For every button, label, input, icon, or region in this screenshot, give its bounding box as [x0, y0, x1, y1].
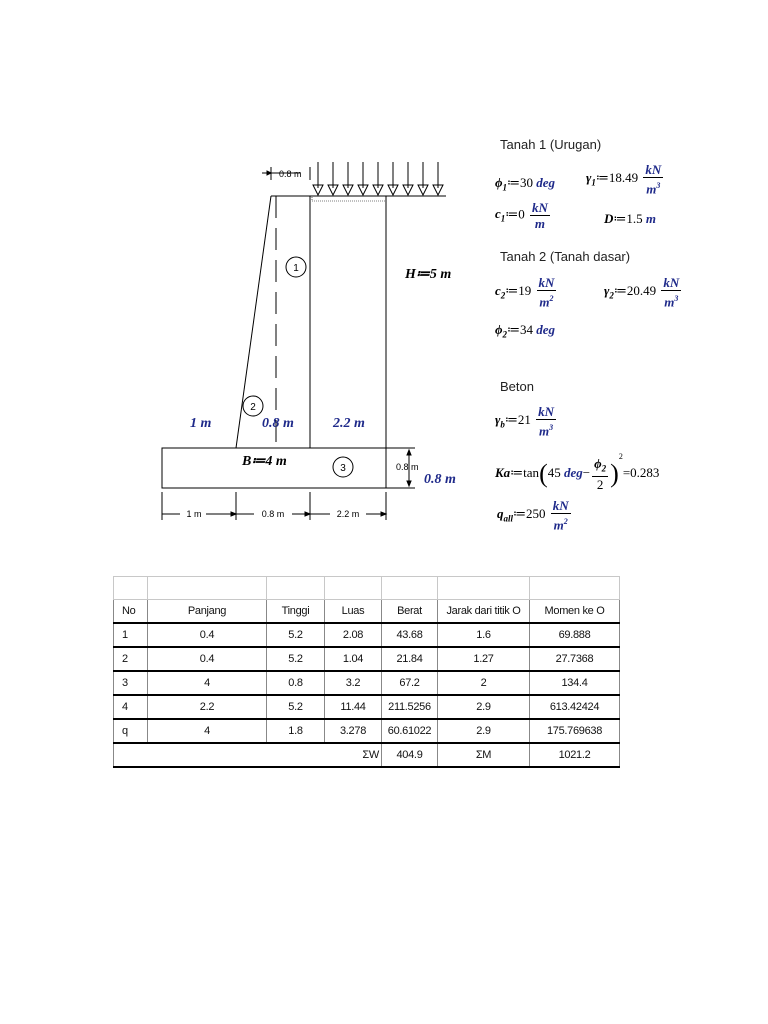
gamma2-value: 20.49 [626, 283, 657, 299]
c2-expression: $c_2≔19$ $\frac{kN}{m^2}$ [495, 275, 555, 310]
gammab-value: 21 [517, 412, 531, 428]
bottom-dim-2: 0.8 m [261, 509, 285, 519]
sum-w-value: 404.9 [382, 743, 438, 767]
weight-moment-table [113, 576, 620, 768]
gamma1-value: 18.49 [608, 170, 639, 186]
table-row: 1 0.4 5.2 2.08 43.68 1.6 69.888 [114, 623, 620, 647]
gammab-expression: $\gamma_b≔21$ $\frac{kN}{m^3}$ [495, 404, 555, 439]
sum-m-value: 1021.2 [530, 743, 620, 767]
ka-value: =0.283 [622, 465, 660, 480]
phi2-value: 34 [520, 322, 534, 337]
header-panjang: Panjang [148, 600, 267, 624]
section-3-label: 3 [340, 463, 346, 474]
qall-expression: $q_{all}≔250$ $\frac{kN}{m^2}$ [497, 498, 569, 533]
ka-expression: Ka≔tan(45 deg− $\frac{\phi_2}{2}$ )$^2$=0.283 [495, 452, 660, 493]
height-label [405, 266, 451, 283]
phi1-expression: $\phi_1≔30$ deg [495, 175, 556, 193]
segment-mid-label: 0.8 m [262, 416, 294, 431]
phi1-value: 30 [520, 175, 534, 190]
d-expression: D≔1.5 m [604, 211, 657, 226]
tanah1-title: Tanah 1 (Urugan) [500, 137, 602, 152]
bottom-dim-1: 1 m [186, 509, 202, 519]
table-sum-row [114, 743, 620, 767]
header-tinggi: Tinggi [267, 600, 325, 624]
d-value: 1.5 [626, 211, 643, 226]
table-row: 2 0.4 5.2 1.04 21.84 1.27 27.7368 [114, 647, 620, 671]
sum-w-label: ΣW [114, 743, 382, 767]
table-row: q 4 1.8 3.278 60.61022 2.9 175.769638 [114, 719, 620, 743]
bottom-dim-3: 2.2 m [336, 509, 360, 519]
header-momen: Momen ke O [530, 600, 620, 624]
segment-right-label: 2.2 m [333, 416, 365, 431]
table-row: 4 2.2 5.2 11.44 211.5256 2.9 613.42424 [114, 695, 620, 719]
c1-value: 0 [518, 206, 525, 222]
table-header-row [114, 600, 620, 624]
table-blank-row [114, 577, 620, 600]
top-dimension-label: 0.8 m [279, 169, 302, 179]
sum-m-label: ΣM [438, 743, 530, 767]
tanah2-title: Tanah 2 (Tanah dasar) [500, 249, 631, 264]
header-jarak: Jarak dari titik O [438, 600, 530, 624]
soil-hatch [312, 196, 386, 201]
gamma1-expression: $\gamma_1≔18.49$ $\frac{kN}{m^3}$ [586, 162, 662, 197]
qall-value: 250 [526, 506, 546, 522]
segment-left-label: 1 m [190, 416, 212, 431]
gamma2-expression: $\gamma_2≔20.49$ $\frac{kN}{m^3}$ [604, 275, 680, 310]
header-no: No [114, 600, 148, 624]
section-2-label: 2 [250, 402, 256, 413]
base-width-label: B≔4 m [242, 454, 287, 469]
table-row: 3 4 0.8 3.2 67.2 2 134.4 [114, 671, 620, 695]
c1-expression: $c_1≔0$ $\frac{kN}{m}$ [495, 200, 548, 231]
phi2-expression: $\phi_2≔34$ deg [495, 322, 556, 340]
header-luas: Luas [325, 600, 382, 624]
surcharge-load [311, 162, 446, 196]
height-value: H≔5 m [405, 267, 452, 282]
base-thickness-big-label: 0.8 m [424, 472, 456, 487]
c2-value: 19 [518, 283, 532, 299]
section-1-label: 1 [293, 263, 299, 274]
header-berat: Berat [382, 600, 438, 624]
beton-title: Beton [500, 379, 534, 394]
base-thickness-small-label: 0.8 m [396, 462, 419, 472]
